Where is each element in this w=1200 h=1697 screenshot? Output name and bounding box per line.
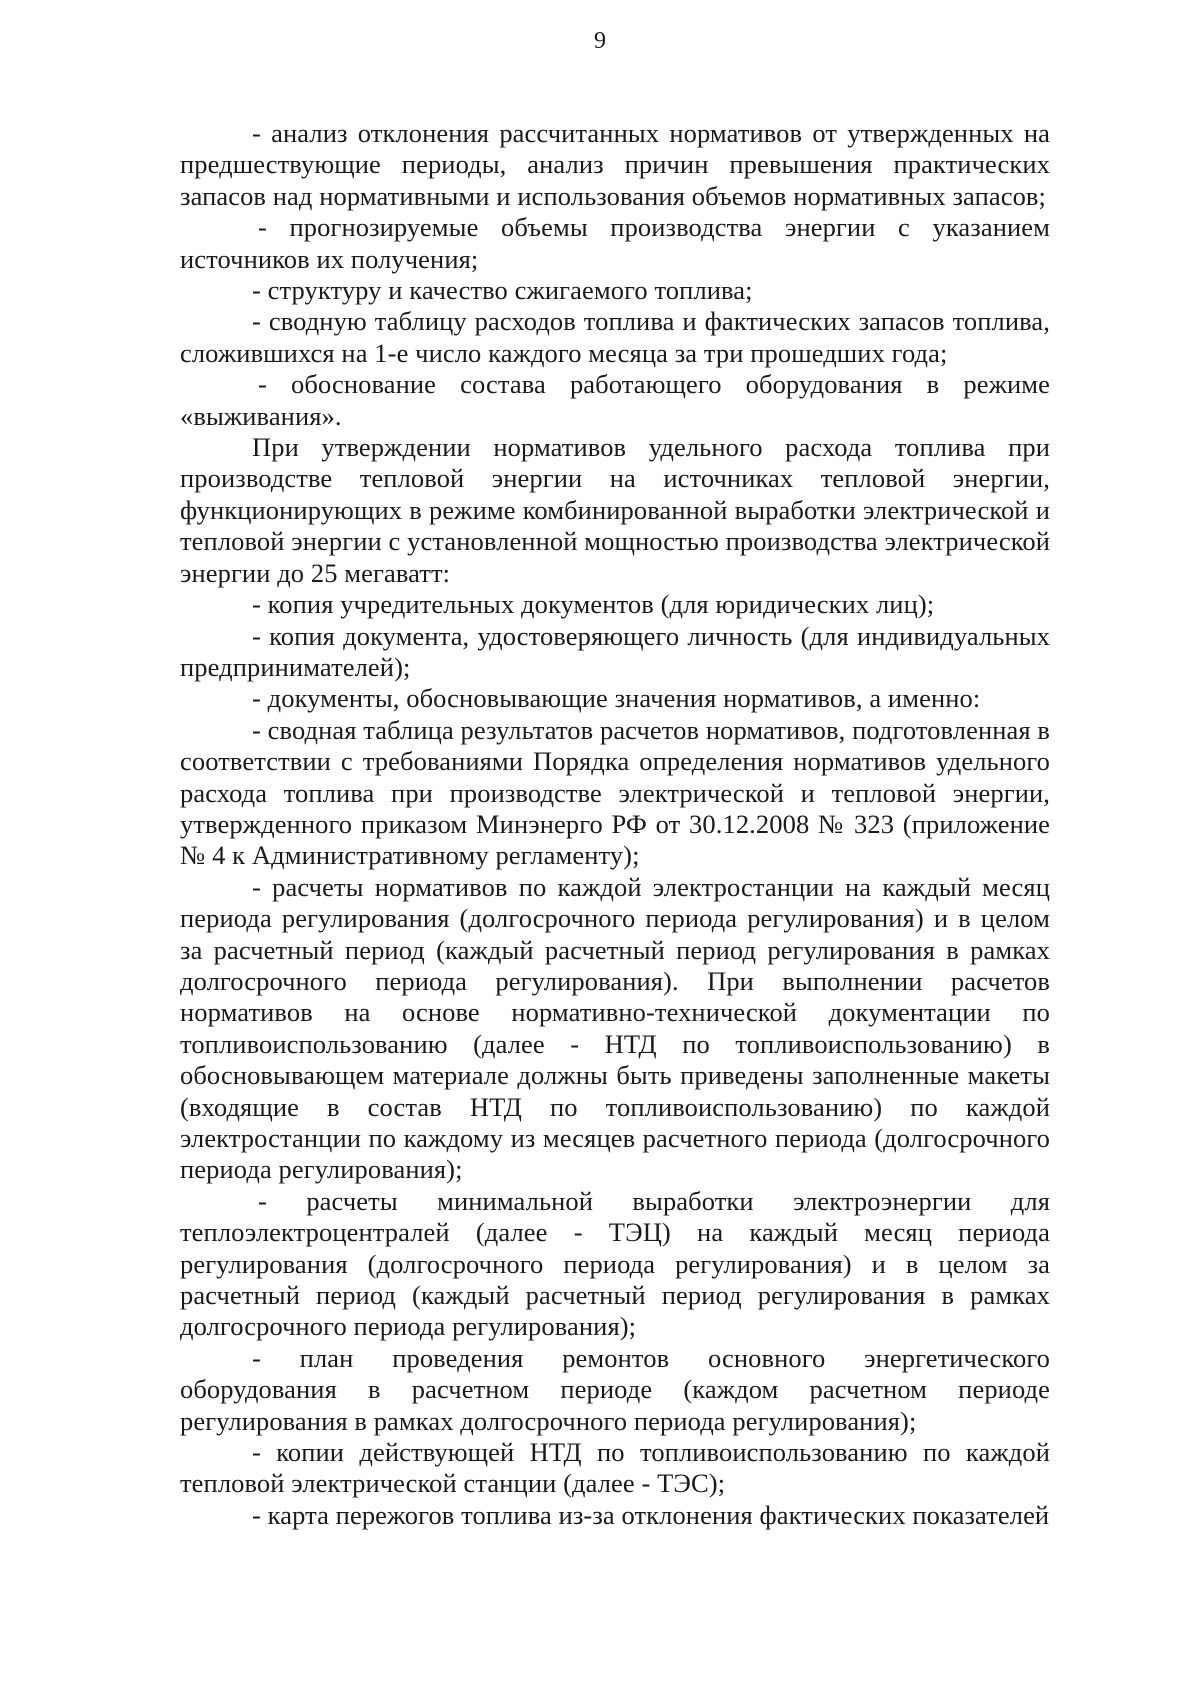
paragraph-justifying-documents: - документы, обосновывающие значения нормативов, а именно: xyxy=(252,683,981,714)
paragraph-overburn-map: - карта пережогов топлива из-за отклонения фактических показателей xyxy=(252,1499,1050,1530)
document-body xyxy=(180,118,1050,1531)
paragraph-ntd-copies: - копии действующей НТД по топливоиспользованию по каждой тепловой электрической станции (далее - ТЭС); xyxy=(180,1437,1050,1499)
paragraph-minimum-output: - расчеты минимальной выработки электроэнергии для теплоэлектроцентралей (далее - ТЭЦ) на каждый месяц периода регулирования (долгосрочного периода регулирования) и в целом за расчетный период (каждый расчетный период регулирования в рамках долгосрочного периода регулирования); xyxy=(180,1185,1050,1342)
paragraph-fuel-structure: - структуру и качество сжигаемого топлива; xyxy=(252,275,753,306)
paragraph-identity-document: - копия документа, удостоверяющего личность (для индивидуальных предпринимателей); xyxy=(180,620,1050,682)
paragraph-repair-plan: - план проведения ремонтов основного энергетического оборудования в расчетном периоде (каждом расчетном периоде регулирования в рамках долгосрочного периода регулирования); xyxy=(180,1342,1050,1436)
paragraph-norm-calculations: - расчеты нормативов по каждой электростанции на каждый месяц периода регулирования (долгосрочного периода регулирования) и в целом за расчетный период (каждый расчетный период регулирования в рамках долгосрочного периода регулирования). При выполнении расчетов нормативов на основе нормативно-технической документации по топливоиспользованию (далее - НТД по топливоиспользованию) в обосновывающем материале должны быть приведены заполненные макеты (входящие в состав НТД по топливоиспользованию) по каждой электростанции по каждому из месяцев расчетного периода (долгосрочного периода регулирования); xyxy=(180,871,1050,1185)
paragraph-forecast-volumes: - прогнозируемые объемы производства энергии с указанием источников их получения; xyxy=(180,212,1050,274)
paragraph-deviation-analysis: - анализ отклонения рассчитанных нормативов от утвержденных на предшествующие периоды, анализ причин превышения практических запасов над нормативными и использования объемов нормативных запасов; xyxy=(180,118,1050,211)
page-number: 9 xyxy=(594,28,606,54)
paragraph-approval-intro: При утверждении нормативов удельного расхода топлива при производстве тепловой энергии на источниках тепловой энергии, функционирующих в режиме комбинированной выработки электрической и тепловой энергии с установленной мощностью производства электрической энергии до 25 мегаватт: xyxy=(180,432,1050,588)
paragraph-founding-documents: - копия учредительных документов (для юридических лиц); xyxy=(252,589,935,620)
paragraph-equipment-justification: - обоснование состава работающего оборудования в режиме «выживания». xyxy=(180,369,1050,431)
paragraph-results-table: - сводная таблица результатов расчетов нормативов, подготовленная в соответствии с требованиями Порядка определения нормативов удельного расхода топлива при производстве электрической и тепловой энергии, утвержденного приказом Минэнерго РФ от 30.12.2008 № 323 (приложение № 4 к Административному регламенту); xyxy=(180,714,1051,871)
paragraph-summary-table: - сводную таблицу расходов топлива и фактических запасов топлива, сложившихся на 1-е число каждого месяца за три прошедших года; xyxy=(180,306,1050,368)
